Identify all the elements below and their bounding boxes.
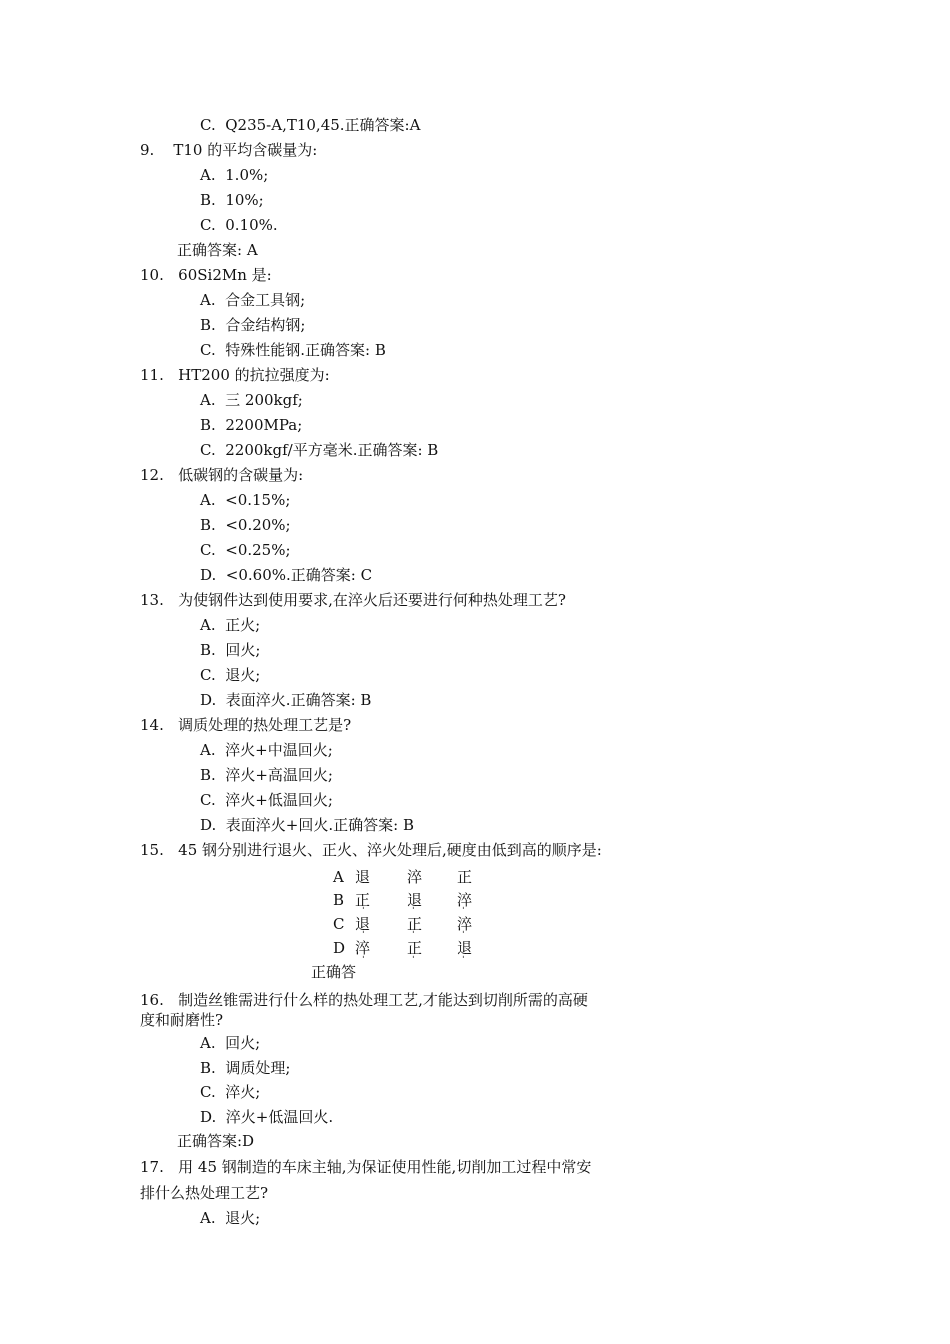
q10-option-a: A. 合金工具钢; xyxy=(200,291,306,309)
q14-option-b: B. 淬火+高温回火; xyxy=(200,766,333,784)
q11-option-b: B. 2200MPa; xyxy=(200,416,303,434)
q12-option-c: C. <0.25%; xyxy=(200,541,291,559)
q15-row-d-step1: 淬 xyxy=(355,939,371,957)
q16-answer: 正确答案:D xyxy=(177,1132,255,1150)
q15-row-b-step2: 退 xyxy=(407,891,423,909)
q11-option-c: C. 2200kgf/平方毫米.正确答案: B xyxy=(200,441,439,459)
q15-row-c-step1: 退 xyxy=(355,915,371,933)
q10-option-b: B. 合金结构钢; xyxy=(200,316,306,334)
separator-mark: ˈ xyxy=(462,907,465,917)
q15-row-a-step3: 正 xyxy=(457,868,473,886)
q15-row-b-step3: 淬 xyxy=(457,891,473,909)
q13-option-d: D. 表面淬火.正确答案: B xyxy=(200,691,372,709)
separator-mark: ˈ xyxy=(412,956,415,966)
q15-row-a-letter: A xyxy=(333,868,344,886)
q15-row-c-step2: 正 xyxy=(407,915,423,933)
q13-question: 13. 为使钢件达到使用要求,在淬火后还要进行何种热处理工艺? xyxy=(140,591,566,609)
q8-option-c: C. Q235-A,T10,45.正确答案:A xyxy=(200,116,421,134)
q12-option-a: A. <0.15%; xyxy=(200,491,291,509)
q16-question-line1: 16. 制造丝锥需进行什么样的热处理工艺,才能达到切削所需的高硬 xyxy=(140,991,588,1009)
q16-option-d: D. 淬火+低温回火. xyxy=(200,1108,334,1126)
q15-row-b-letter: B xyxy=(333,891,345,909)
separator-mark: ˈ xyxy=(362,931,365,941)
separator-mark: ˈ xyxy=(362,956,365,966)
q9-answer: 正确答案: A xyxy=(177,241,258,259)
q16-option-b: B. 调质处理; xyxy=(200,1059,291,1077)
q9-option-c: C. 0.10%. xyxy=(200,216,278,234)
q15-row-d-step3: 退 xyxy=(457,939,473,957)
separator-mark: ˈ xyxy=(412,907,415,917)
q10-question: 10. 60Si2Mn 是: xyxy=(140,266,272,284)
q15-row-d-letter: D xyxy=(333,939,346,957)
separator-mark: ˈ xyxy=(462,956,465,966)
q15-answer-label: 正确答 xyxy=(311,963,357,981)
q9-question: 9. T10 的平均含碳量为: xyxy=(140,141,318,159)
q15-row-b-step1: 正 xyxy=(355,891,371,909)
q11-question: 11. HT200 的抗拉强度为: xyxy=(140,366,330,384)
q15-row-c-step3: 淬 xyxy=(457,915,473,933)
q12-question: 12. 低碳钢的含碳量为: xyxy=(140,466,304,484)
q15-row-c-letter: C xyxy=(333,915,345,933)
q14-option-a: A. 淬火+中温回火; xyxy=(200,741,333,759)
q15-question: 15. 45 钢分别进行退火、正火、淬火处理后,硬度由低到高的顺序是: xyxy=(140,841,602,859)
q11-option-a: A. 三 200kgf; xyxy=(200,391,303,409)
separator-mark: ˈ xyxy=(412,931,415,941)
q17-question-line1: 17. 用 45 钢制造的车床主轴,为保证使用性能,切削加工过程中常安 xyxy=(140,1158,592,1176)
q16-option-a: A. 回火; xyxy=(200,1034,261,1052)
q14-option-d: D. 表面淬火+回火.正确答案: B xyxy=(200,816,414,834)
q9-option-b: B. 10%; xyxy=(200,191,264,209)
q12-option-b: B. <0.20%; xyxy=(200,516,291,534)
separator-mark: ˈ xyxy=(462,931,465,941)
q17-option-a: A. 退火; xyxy=(200,1209,261,1227)
q17-question-line2: 排什么热处理工艺? xyxy=(140,1184,269,1202)
separator-mark: ˈ xyxy=(362,907,365,917)
q12-option-d: D. <0.60%.正确答案: C xyxy=(200,566,373,584)
q15-row-a-step1: 退 xyxy=(355,868,371,886)
q16-question-line2: 度和耐磨性? xyxy=(140,1011,224,1029)
q14-question: 14. 调质处理的热处理工艺是? xyxy=(140,716,352,734)
q9-option-a: A. 1.0%; xyxy=(200,166,269,184)
q10-option-c: C. 特殊性能钢.正确答案: B xyxy=(200,341,386,359)
q13-option-c: C. 退火; xyxy=(200,666,261,684)
q14-option-c: C. 淬火+低温回火; xyxy=(200,791,333,809)
q13-option-b: B. 回火; xyxy=(200,641,261,659)
q13-option-a: A. 正火; xyxy=(200,616,261,634)
q15-row-d-step2: 正 xyxy=(407,939,423,957)
q15-row-a-step2: 淬 xyxy=(407,868,423,886)
q16-option-c: C. 淬火; xyxy=(200,1083,261,1101)
